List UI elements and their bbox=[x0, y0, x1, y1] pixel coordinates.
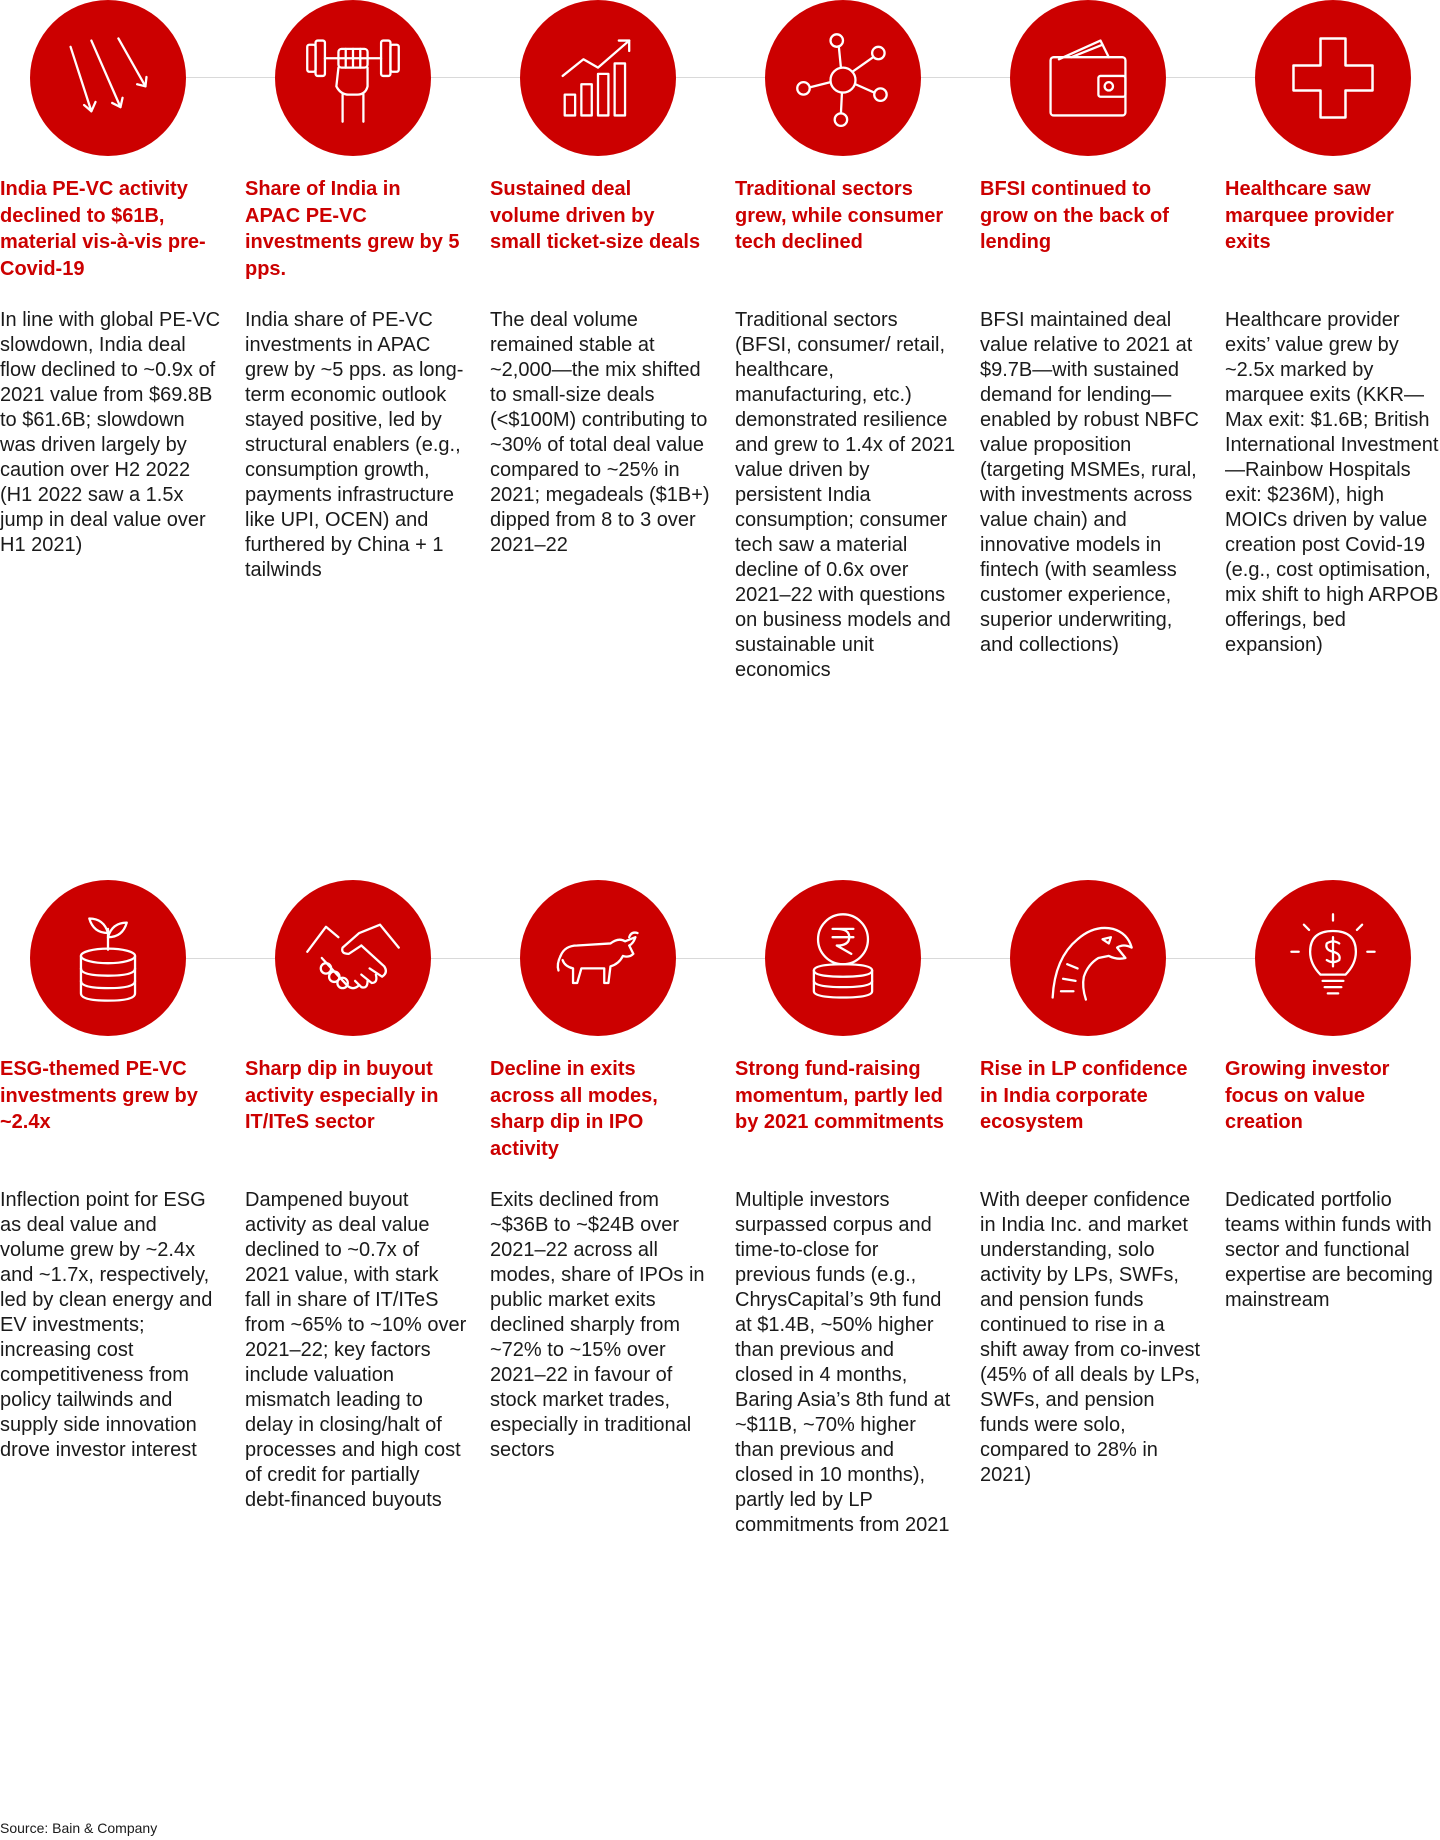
card-heading: ESG-themed PE-VC investments grew by ~2.4x bbox=[0, 1058, 198, 1133]
card-heading: Share of India in APAC PE-VC investments grew by 5 pps. bbox=[245, 178, 460, 280]
card-heading: India PE-VC activity declined to $61B, material vis-à-vis pre-Covid-19 bbox=[0, 178, 206, 280]
card-heading: Decline in exits across all modes, sharp dip in IPO activity bbox=[490, 1058, 658, 1160]
card-body: In line with global PE-VC slowdown, India deal flow declined to ~0.9x of 2021 value from $69.8B to $61.6B; slowdown was driven largely by caution over H2 2022 (H1 2022 saw a 1.5x jump in deal value over H1 2021) bbox=[0, 309, 221, 556]
card-heading: Growing investor focus on value creation bbox=[1225, 1058, 1390, 1133]
lightbulb-dollar-icon bbox=[1255, 880, 1411, 1036]
medical-cross-icon bbox=[1255, 0, 1411, 156]
card-heading: Sustained deal volume driven by small ticket-size deals bbox=[490, 178, 701, 253]
card-body: With deeper confidence in India Inc. and market understanding, solo activity by LPs, SWFs, and pension funds continued to rise in a shift away from co-invest (45% of all deals by LPs, SWFs, and pension funds were solo, compared to 28% in 2021) bbox=[980, 1189, 1201, 1486]
card-body: Multiple investors surpassed corpus and time-to-close for previous funds (e.g., ChrysCapital’s 9th fund at $1.4B, ~50% higher than previous and closed in 4 months, Baring Asia’s 8th fund at ~$11B, ~70% higher than previous and closed in 10 months), partly led by LP commitments from 2021 bbox=[735, 1189, 951, 1536]
card-body: Inflection point for ESG as deal value and volume grew by ~2.4x and ~1.7x, respectively, led by clean energy and EV investments; increasing cost competitiveness from policy tailwinds and supply side innovation drove investor interest bbox=[0, 1189, 213, 1461]
trend-down-arrows-icon bbox=[30, 0, 186, 156]
bar-growth-chart-icon bbox=[520, 0, 676, 156]
row-2-divider bbox=[30, 958, 1410, 959]
wallet-icon bbox=[1010, 0, 1166, 156]
card-body: Traditional sectors (BFSI, consumer/ retail, healthcare, manufacturing, etc.) demonstrated resilience and grew to 1.4x of 2021 value driven by persistent India consumption; consumer tech saw a material decline of 0.6x over 2021–22 with questions on business models and sustainable unit economics bbox=[735, 309, 956, 681]
dumbbell-fist-icon bbox=[275, 0, 431, 156]
plant-coins-icon bbox=[30, 880, 186, 1036]
card-body: BFSI maintained deal value relative to 2021 at $9.7B—with sustained demand for lending—enabled by robust NBFC value proposition (targeting MSMEs, rural, with investments across value chain) and innovative models in fintech (with seamless customer experience, superior underwriting, and collections) bbox=[980, 309, 1200, 656]
card-heading: Healthcare saw marquee provider exits bbox=[1225, 178, 1394, 253]
card-body: Dedicated portfolio teams within funds with sector and functional expertise are becoming mainstream bbox=[1225, 1189, 1433, 1311]
card-body: India share of PE-VC investments in APAC grew by ~5 pps. as long-term economic outlook stayed positive, led by structural enablers (e.g., consumption growth, payments infrastructure like UPI, OCEN) and furthered by China + 1 tailwinds bbox=[245, 309, 464, 581]
rupee-coin-stack-icon bbox=[765, 880, 921, 1036]
card-heading: BFSI continued to grow on the back of lending bbox=[980, 178, 1169, 253]
row-1-divider bbox=[30, 77, 1410, 78]
card-heading: Traditional sectors grew, while consumer tech declined bbox=[735, 178, 944, 253]
card-body: The deal volume remained stable at ~2,000—the mix shifted to small-size deals (<$100M) contributing to ~30% of total deal value compared to ~25% in 2021; megadeals ($1B+) dipped from 8 to 3 over 2021–22 bbox=[490, 309, 710, 556]
card-body: Healthcare provider exits’ value grew by ~2.5x marked by marquee exits (KKR—Max exit: $1.6B; British International Investment—Rainbow Hospitals exit: $236M), high MOICs driven by value creation post Covid-19 (e.g., cost optimisation, mix shift to high ARPOB offerings, bed expansion) bbox=[1225, 309, 1439, 656]
card-heading: Sharp dip in buyout activity especially in IT/ITeS sector bbox=[245, 1058, 439, 1133]
card-body: Exits declined from ~$36B to ~$24B over 2021–22 across all modes, share of IPOs in public market exits declined sharply from ~72% to ~15% over 2021–22 in favour of stock market trades, especially in traditional sectors bbox=[490, 1189, 705, 1461]
source-note: Source: Bain & Company bbox=[0, 1820, 158, 1836]
card-heading: Strong fund-raising momentum, partly led by 2021 commitments bbox=[735, 1058, 944, 1133]
card-heading: Rise in LP confidence in India corporate ecosystem bbox=[980, 1058, 1188, 1133]
bull-icon bbox=[520, 880, 676, 1036]
handshake-icon bbox=[275, 880, 431, 1036]
card-body: Dampened buyout activity as deal value declined to ~0.7x of 2021 value, with stark fall in share of IT/ITeS from ~65% to ~10% over 2021–22; key factors include valuation mismatch leading to delay in closing/halt of processes and high cost of credit for partially debt-financed buyouts bbox=[245, 1189, 467, 1511]
network-hub-icon bbox=[765, 0, 921, 156]
eagle-head-icon bbox=[1010, 880, 1166, 1036]
